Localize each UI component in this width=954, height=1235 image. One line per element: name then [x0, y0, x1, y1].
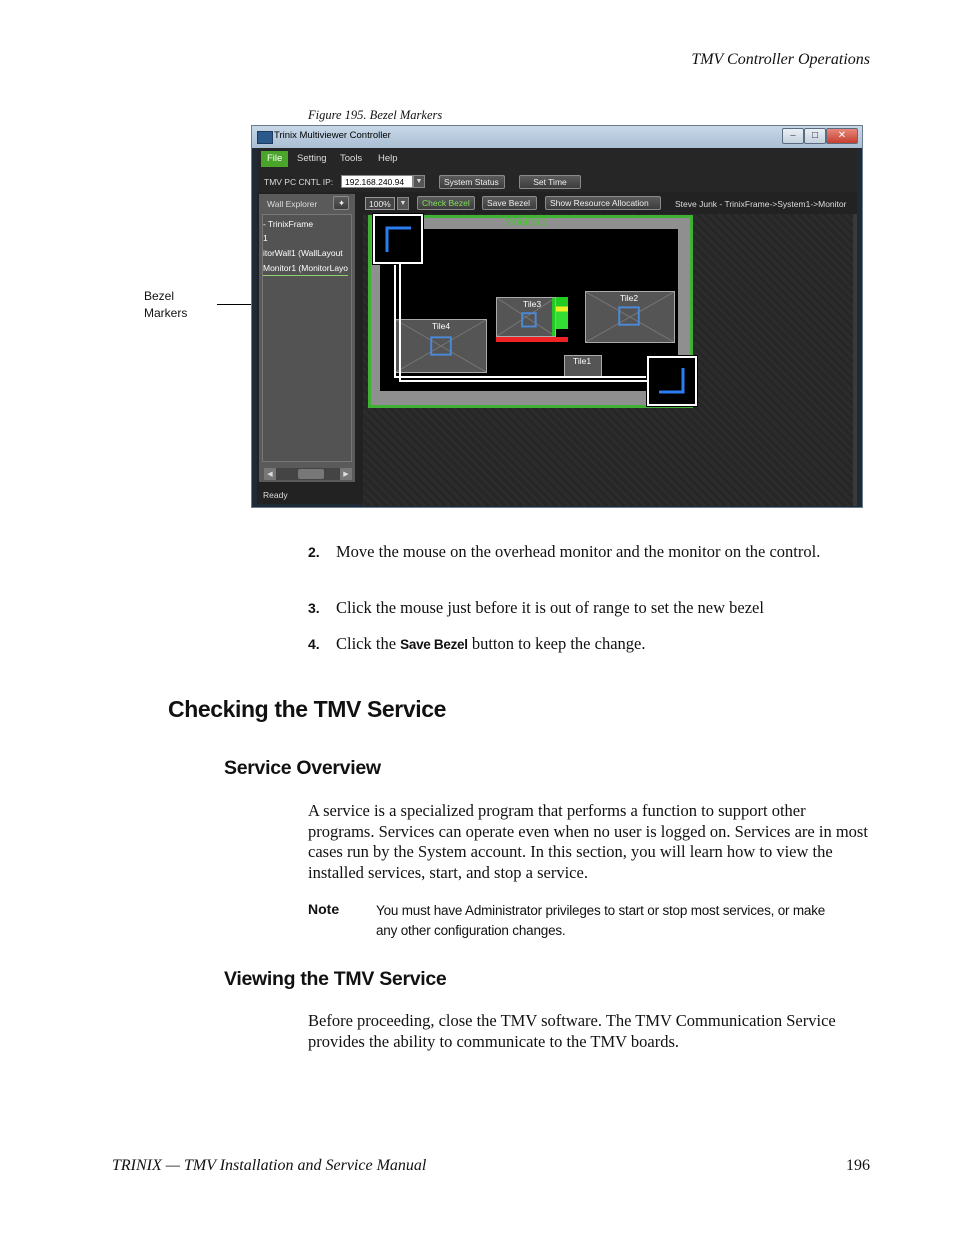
- menu-setting[interactable]: Setting: [297, 153, 327, 164]
- zoom-field[interactable]: 100%: [365, 197, 395, 210]
- tile4-label: Tile4: [432, 321, 451, 331]
- viewing-service-paragraph: Before proceeding, close the TMV software. The TMV Communication Service provides the ability to communicate to the TMV boards.: [308, 1011, 836, 1051]
- tree-horizontal-scrollbar[interactable]: [264, 468, 352, 480]
- bezel-corner-icon-2: [649, 358, 695, 404]
- check-bezel-button[interactable]: Check Bezel: [417, 196, 475, 210]
- zoom-dropdown-button[interactable]: ▼: [397, 197, 409, 210]
- tree-item-system[interactable]: 1: [263, 233, 268, 243]
- monitor1-display[interactable]: [380, 229, 678, 391]
- window-titlebar: [252, 126, 862, 148]
- running-head: TMV Controller Operations: [691, 51, 870, 68]
- bezel-marker-top-left[interactable]: [373, 214, 423, 264]
- close-button[interactable]: ✕: [826, 128, 858, 144]
- subsection-title-viewing-service: Viewing the TMV Service: [224, 968, 447, 990]
- note-label: Note: [308, 901, 340, 917]
- bezel-marker-bottom-right[interactable]: [647, 356, 697, 406]
- app-icon: [257, 131, 273, 144]
- window-title: Trinix Multiviewer Controller: [274, 130, 391, 141]
- tile1-label: Tile1: [573, 356, 592, 366]
- tree-item-monitor1[interactable]: Monitor1 (MonitorLayo: [263, 261, 348, 276]
- scroll-right-icon[interactable]: ▶: [340, 468, 352, 480]
- bezel-link-horizontal: [399, 380, 647, 382]
- note-text: You must have Administrator privileges to start or stop most services, or make any other configuration changes.: [376, 903, 826, 938]
- step-2-text: Move the mouse on the overhead monitor and the monitor on the control.: [336, 542, 821, 561]
- step-2-number: 2.: [308, 544, 320, 560]
- step-4-text: [336, 634, 866, 655]
- window-client: [257, 148, 857, 504]
- footer-title: TRINIX — TMV Installation and Service Manual: [112, 1157, 427, 1174]
- callout-line-2: Markers: [144, 306, 188, 320]
- wall-canvas[interactable]: [363, 214, 855, 506]
- tree-item-trinixframe[interactable]: - TrinixFrame: [263, 219, 314, 229]
- top-toolbar: [257, 170, 857, 192]
- system-status-button[interactable]: System Status: [439, 175, 505, 189]
- service-overview-paragraph: A service is a specialized program that performs a function to support other programs. Services can operate even when no user is logged on. Services are in most cases run by the System account. In this section, you will learn how to view the installed services, start, and stop a service.: [308, 801, 868, 882]
- tmv-ip-label: TMV PC CNTL IP:: [264, 177, 334, 187]
- subsection-title-service-overview: Service Overview: [224, 757, 381, 779]
- bezel-markers-callout: [144, 288, 187, 322]
- tmv-ip-field[interactable]: 192.168.240.94: [341, 175, 413, 188]
- menu-tools[interactable]: Tools: [340, 153, 363, 164]
- maximize-button[interactable]: □: [804, 128, 826, 144]
- callout-line-1: Bezel: [144, 289, 175, 303]
- monitor1-label: Monitor1: [504, 216, 547, 228]
- app-window-screenshot: [251, 125, 863, 508]
- scroll-thumb[interactable]: [298, 469, 324, 479]
- bezel-outline: [394, 254, 654, 378]
- save-bezel-button[interactable]: Save Bezel: [482, 196, 537, 210]
- step-3-number: 3.: [308, 600, 320, 616]
- bezel-corner-icon: [375, 216, 421, 262]
- tile2-label: Tile2: [620, 293, 639, 303]
- step-3-text: Click the mouse just before it is out of range to set the new bezel: [336, 598, 764, 617]
- page-number: 196: [846, 1157, 870, 1174]
- pin-button[interactable]: ✦: [333, 196, 349, 210]
- minimize-button[interactable]: –: [782, 128, 804, 144]
- menu-help[interactable]: Help: [378, 153, 398, 164]
- status-bar-text: Ready: [263, 490, 288, 500]
- scroll-left-icon[interactable]: ◀: [264, 468, 276, 480]
- ip-dropdown-button[interactable]: ▼: [413, 175, 425, 188]
- step-4-pre: Click the: [336, 634, 401, 653]
- wall-explorer-panel: [259, 194, 355, 482]
- show-resource-allocation-button[interactable]: Show Resource Allocation: [545, 196, 661, 210]
- set-time-button[interactable]: Set Time: [519, 175, 581, 189]
- canvas-vertical-scrollbar[interactable]: [853, 214, 857, 506]
- section-title: Checking the TMV Service: [168, 696, 446, 722]
- step-4-number: 4.: [308, 636, 320, 652]
- tree-item-monitorwall[interactable]: itorWall1 (WallLayout: [263, 248, 343, 258]
- path-info: Steve Junk - TrinixFrame->System1->Monitor: [675, 199, 847, 209]
- menu-bar: [257, 148, 857, 170]
- step-4-post: button to keep the change.: [467, 634, 646, 653]
- tile3-label: Tile3: [523, 299, 542, 309]
- bezel-link-vertical: [399, 264, 401, 382]
- menu-file[interactable]: File: [261, 151, 288, 167]
- wall-tree: [262, 214, 352, 462]
- wall-explorer-title: Wall Explorer: [267, 199, 318, 209]
- save-bezel-inline-label: Save Bezel: [400, 637, 468, 652]
- figure-caption: Figure 195. Bezel Markers: [308, 108, 443, 122]
